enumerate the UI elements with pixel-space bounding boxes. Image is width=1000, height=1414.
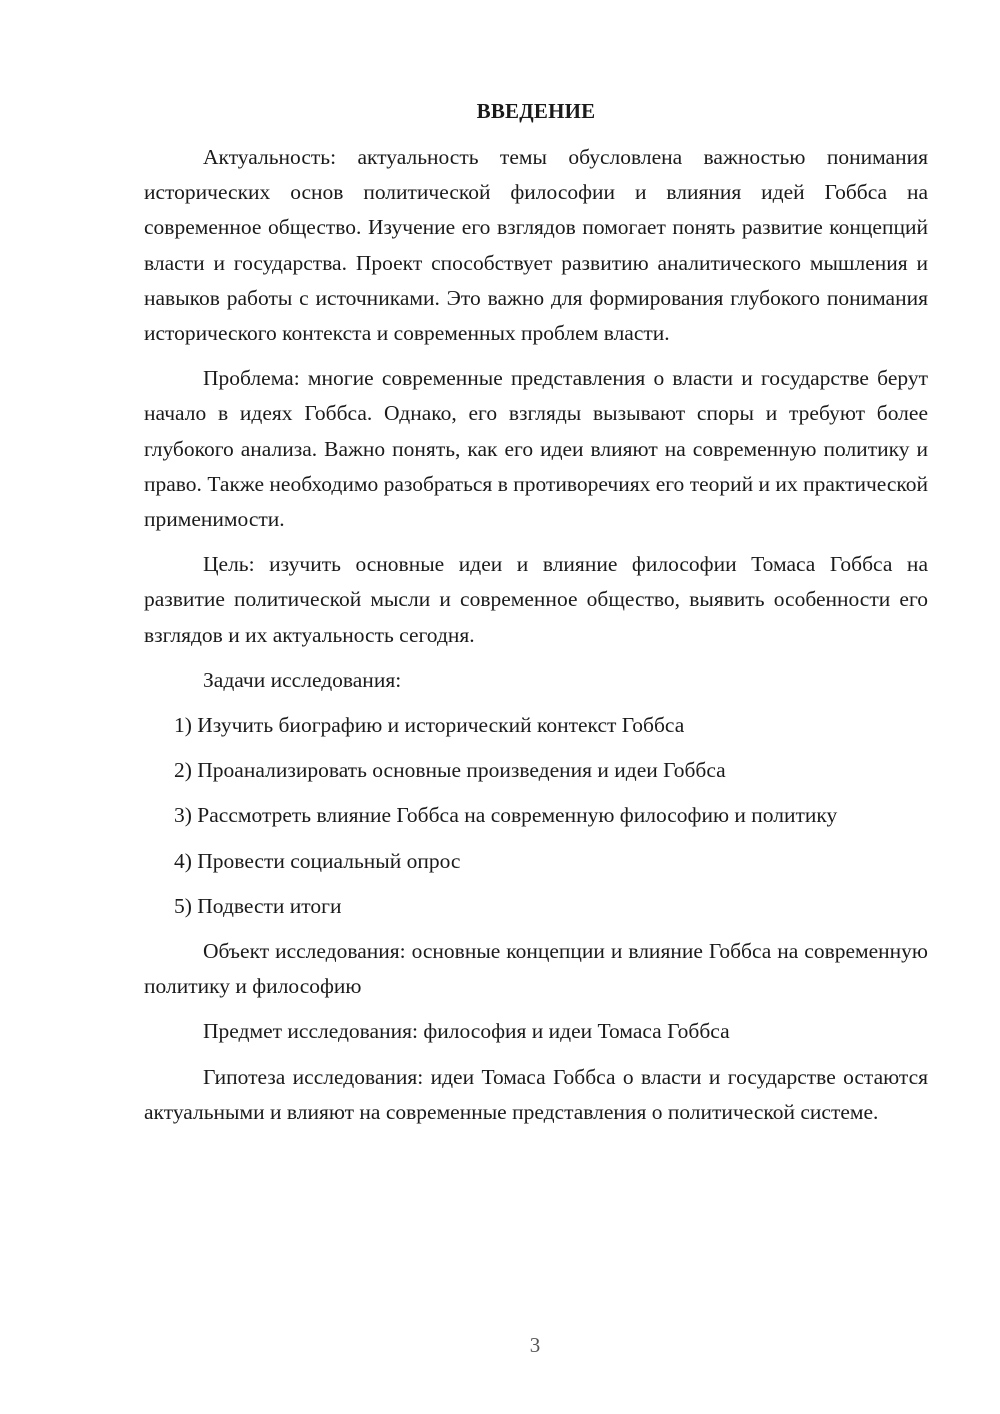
- task-item: 5) Подвести итоги: [174, 893, 342, 918]
- task-item: 1) Изучить биографию и исторический контекст Гоббса: [174, 713, 685, 738]
- page-number: 3: [529, 1333, 541, 1357]
- tasks-title: Задачи исследования:: [203, 667, 402, 692]
- task-item: 2) Проанализировать основные произведения и идеи Гоббса: [174, 758, 726, 783]
- object-paragraph: Объект исследования: основные концепции и влияние Гоббса на современную политику и философию: [144, 939, 928, 999]
- task-item: 3) Рассмотреть влияние Гоббса на современную философию и политику: [174, 803, 838, 828]
- hypothesis-paragraph: Гипотеза исследования: идеи Томаса Гоббса о власти и государстве остаются актуальными и влияют на современные представления о политической системе.: [144, 1064, 928, 1124]
- goal-paragraph: Цель: изучить основные идеи и влияние философии Томаса Гоббса на развитие политической мысли и современное общество, выявить особенности его взглядов и их актуальность сегодня.: [144, 552, 928, 647]
- page-content: [144, 95, 928, 1140]
- problem-paragraph: Проблема: многие современные представления о власти и государстве берут начало в идеях Гоббса. Однако, его взгляды вызывают споры и требуют более глубокого анализа. Важно понять, как его идеи влияют на современную политику и право. Также необходимо разобраться в противоречиях его теорий и их практической применимости.: [144, 366, 928, 532]
- task-item: 4) Провести социальный опрос: [174, 848, 461, 873]
- subject-paragraph: Предмет исследования: философия и идеи Томаса Гоббса: [203, 1019, 730, 1044]
- relevance-paragraph: Актуальность: актуальность темы обусловлена важностью понимания исторических основ политической философии и влияния идей Гоббса на современное общество. Изучение его взглядов помогает понять развитие концепций власти и государства. Проект способствует развитию аналитического мышления и навыков работы с источниками. Это важно для формирования глубокого понимания исторического контекста и современных проблем власти.: [144, 145, 928, 346]
- section-heading: ВВЕДЕНИЕ: [476, 99, 596, 123]
